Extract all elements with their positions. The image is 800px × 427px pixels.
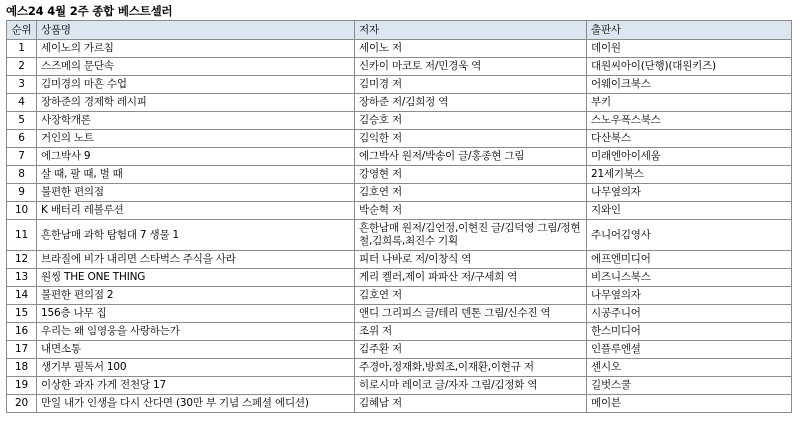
publisher-cell: 센시오: [587, 359, 792, 377]
table-row: [7, 323, 792, 341]
rank-cell: 9: [7, 184, 37, 202]
header-publisher: 출판사: [587, 21, 792, 40]
table-row: [7, 220, 792, 251]
author-cell: 김호연 저: [355, 287, 587, 305]
rank-cell: 17: [7, 341, 37, 359]
rank-cell: 10: [7, 202, 37, 220]
table-row: [7, 287, 792, 305]
header-title: 상품명: [37, 21, 355, 40]
rank-cell: 19: [7, 377, 37, 395]
title-cell: 불편한 편의점 2: [37, 287, 355, 305]
table-row: [7, 94, 792, 112]
publisher-cell: 미래엔아이세움: [587, 148, 792, 166]
title-cell: 이상한 과자 가게 전천당 17: [37, 377, 355, 395]
title-cell: 흔한남매 과학 탐험대 7 생물 1: [37, 220, 355, 251]
title-cell: 생기부 필독서 100: [37, 359, 355, 377]
table-row: [7, 305, 792, 323]
rank-cell: 1: [7, 40, 37, 58]
table-row: [7, 112, 792, 130]
rank-cell: 13: [7, 269, 37, 287]
table-title: 예스24 4월 2주 종합 베스트셀러: [6, 4, 173, 18]
table-row: [7, 184, 792, 202]
table-row: [7, 166, 792, 184]
author-cell: 강영현 저: [355, 166, 587, 184]
table-body: [7, 40, 792, 413]
author-cell: 주경아,정재화,방희조,이재환,이현규 저: [355, 359, 587, 377]
publisher-cell: 에프엔미디어: [587, 251, 792, 269]
publisher-cell: 비즈니스북스: [587, 269, 792, 287]
table-row: [7, 40, 792, 58]
author-cell: 김승호 저: [355, 112, 587, 130]
rank-cell: 3: [7, 76, 37, 94]
title-cell: 김미경의 마흔 수업: [37, 76, 355, 94]
rank-cell: 20: [7, 395, 37, 413]
author-cell: 피터 나바로 저/이창식 역: [355, 251, 587, 269]
publisher-cell: 스노우폭스북스: [587, 112, 792, 130]
publisher-cell: 인플루엔셜: [587, 341, 792, 359]
title-cell: 내면소통: [37, 341, 355, 359]
table-row: [7, 148, 792, 166]
author-cell: 김혜남 저: [355, 395, 587, 413]
author-cell: 박순혁 저: [355, 202, 587, 220]
title-cell: 브라질에 비가 내리면 스타벅스 주식을 사라: [37, 251, 355, 269]
table-row: [7, 251, 792, 269]
title-cell: 사장학개론: [37, 112, 355, 130]
author-cell: 게리 켈러,제이 파파산 저/구세희 역: [355, 269, 587, 287]
publisher-cell: 어웨이크북스: [587, 76, 792, 94]
bestseller-table: [6, 20, 792, 413]
publisher-cell: 대원씨아이(단행)(대원키즈): [587, 58, 792, 76]
publisher-cell: 21세기북스: [587, 166, 792, 184]
publisher-cell: 데이원: [587, 40, 792, 58]
publisher-cell: 한스미디어: [587, 323, 792, 341]
publisher-cell: 시공주니어: [587, 305, 792, 323]
title-cell: 스즈메의 문단속: [37, 58, 355, 76]
rank-cell: 12: [7, 251, 37, 269]
table-row: [7, 76, 792, 94]
author-cell: 흔한남매 원저/김언정,이현진 글/김덕영 그림/정현철,김희록,최진수 기획: [355, 220, 587, 251]
rank-cell: 2: [7, 58, 37, 76]
table-row: [7, 202, 792, 220]
rank-cell: 11: [7, 220, 37, 251]
author-cell: 신카이 마코토 저/민경욱 역: [355, 58, 587, 76]
header-rank: 순위: [7, 21, 37, 40]
author-cell: 김미경 저: [355, 76, 587, 94]
publisher-cell: 나무옆의자: [587, 184, 792, 202]
table-row: [7, 395, 792, 413]
title-cell: 원씽 THE ONE THING: [37, 269, 355, 287]
title-cell: 불편한 편의점: [37, 184, 355, 202]
publisher-cell: 주니어김영사: [587, 220, 792, 251]
author-cell: 김주환 저: [355, 341, 587, 359]
table-row: [7, 359, 792, 377]
header-row: [7, 21, 792, 40]
author-cell: 김호연 저: [355, 184, 587, 202]
author-cell: 에그박사 원저/박송이 글/홍종현 그림: [355, 148, 587, 166]
publisher-cell: 길벗스쿨: [587, 377, 792, 395]
author-cell: 히로시마 레이코 글/자자 그림/김정화 역: [355, 377, 587, 395]
title-cell: 우리는 왜 임영웅을 사랑하는가: [37, 323, 355, 341]
publisher-cell: 부키: [587, 94, 792, 112]
title-cell: 만일 내가 인생을 다시 산다면 (30만 부 기념 스페셜 에디션): [37, 395, 355, 413]
title-cell: 에그박사 9: [37, 148, 355, 166]
rank-cell: 5: [7, 112, 37, 130]
rank-cell: 14: [7, 287, 37, 305]
title-cell: 장하준의 경제학 레시피: [37, 94, 355, 112]
table-row: [7, 130, 792, 148]
rank-cell: 8: [7, 166, 37, 184]
title-cell: K 배터리 레볼루션: [37, 202, 355, 220]
author-cell: 김익한 저: [355, 130, 587, 148]
table-row: [7, 377, 792, 395]
rank-cell: 16: [7, 323, 37, 341]
author-cell: 장하준 저/김희정 역: [355, 94, 587, 112]
author-cell: 조위 저: [355, 323, 587, 341]
title-cell: 거인의 노트: [37, 130, 355, 148]
rank-cell: 7: [7, 148, 37, 166]
title-cell: 세이노의 가르침: [37, 40, 355, 58]
publisher-cell: 나무옆의자: [587, 287, 792, 305]
table-row: [7, 58, 792, 76]
table-row: [7, 269, 792, 287]
header-author: 저자: [355, 21, 587, 40]
publisher-cell: 다산북스: [587, 130, 792, 148]
publisher-cell: 지와인: [587, 202, 792, 220]
title-cell: 156층 나무 집: [37, 305, 355, 323]
table-row: [7, 341, 792, 359]
author-cell: 앤디 그리피스 글/테리 덴톤 그림/신수진 역: [355, 305, 587, 323]
author-cell: 세이노 저: [355, 40, 587, 58]
rank-cell: 15: [7, 305, 37, 323]
rank-cell: 4: [7, 94, 37, 112]
rank-cell: 6: [7, 130, 37, 148]
publisher-cell: 메이븐: [587, 395, 792, 413]
title-cell: 살 때, 팔 때, 벌 때: [37, 166, 355, 184]
rank-cell: 18: [7, 359, 37, 377]
